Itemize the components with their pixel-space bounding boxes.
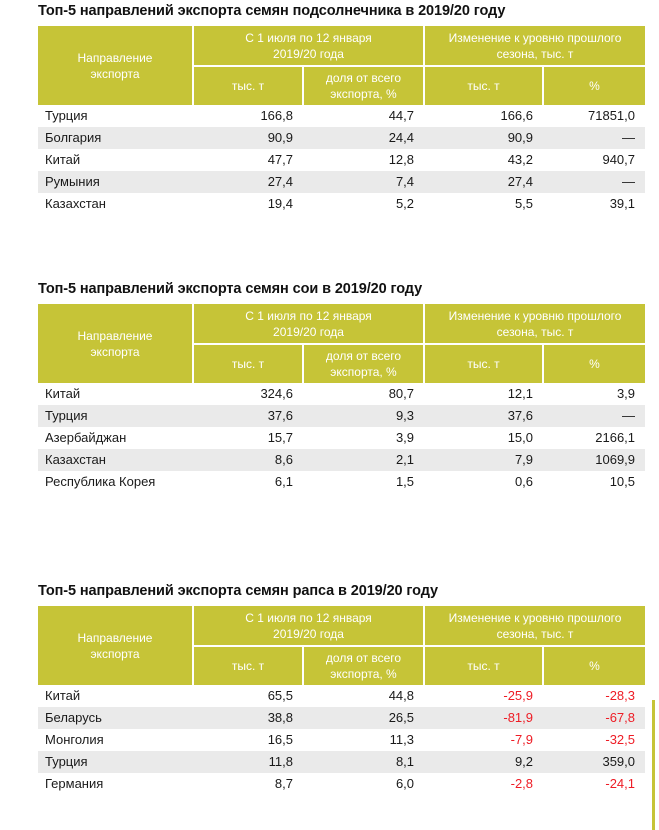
column-header-direction-line2: экспорта [90,66,140,81]
export-table [38,606,645,795]
column-header-share-line2: экспорта, % [330,667,397,681]
table-row [38,471,645,493]
column-group-header-change-line2: сезона, тыс. т [496,324,574,339]
table-body [38,105,645,215]
table-block-2 [38,583,645,795]
cell-change-volume: 90,9 [424,127,543,149]
cell-share: 80,7 [303,383,424,405]
column-header-change-volume: тыс. т [424,646,543,685]
table-row [38,171,645,193]
table-row [38,449,645,471]
column-header-direction-line2: экспорта [90,646,140,661]
cell-volume: 90,9 [193,127,303,149]
cell-change-percent: 10,5 [543,471,645,493]
cell-share: 6,0 [303,773,424,795]
column-header-share [303,66,424,105]
right-accent-rule [652,700,655,830]
cell-share: 5,2 [303,193,424,215]
cell-change-volume: 43,2 [424,149,543,171]
column-group-header-period-line1: С 1 июля по 12 января [245,308,372,323]
column-header-volume: тыс. т [193,646,303,685]
column-group-header-period-line1: С 1 июля по 12 января [245,30,372,45]
cell-change-volume: 166,6 [424,105,543,127]
cell-change-percent: 3,9 [543,383,645,405]
column-group-header-change [424,304,645,344]
cell-direction: Турция [38,105,193,127]
cell-change-volume: 7,9 [424,449,543,471]
column-header-volume: тыс. т [193,344,303,383]
column-header-share [303,646,424,685]
cell-share: 11,3 [303,729,424,751]
table-body [38,383,645,493]
page-title: Топ-5 направлений экспорта семян сои в 2019/20 году [38,281,423,297]
cell-volume: 47,7 [193,149,303,171]
column-header-direction [38,606,193,685]
cell-direction: Румыния [38,171,193,193]
column-header-share-line2: экспорта, % [330,87,397,101]
cell-change-percent: — [543,405,645,427]
table-row [38,383,645,405]
table-row [38,773,645,795]
cell-volume: 37,6 [193,405,303,427]
column-header-direction-line1: Направление [77,50,153,65]
column-group-header-change-line1: Изменение к уровню прошлого [448,610,622,625]
column-header-direction [38,304,193,383]
cell-direction: Китай [38,383,193,405]
cell-direction: Турция [38,405,193,427]
column-header-change-percent: % [543,66,645,105]
cell-direction: Казахстан [38,193,193,215]
cell-direction: Азербайджан [38,427,193,449]
table-row [38,427,645,449]
cell-change-volume: 12,1 [424,383,543,405]
cell-direction: Болгария [38,127,193,149]
cell-share: 24,4 [303,127,424,149]
column-header-volume: тыс. т [193,66,303,105]
table-row [38,149,645,171]
table-row [38,729,645,751]
cell-volume: 8,6 [193,449,303,471]
cell-volume: 8,7 [193,773,303,795]
cell-volume: 6,1 [193,471,303,493]
cell-share: 7,4 [303,171,424,193]
export-table [38,26,645,215]
column-header-direction-line1: Направление [77,328,153,343]
column-header-direction-line1: Направление [77,630,153,645]
column-group-header-change-line1: Изменение к уровню прошлого [448,30,622,45]
column-header-direction-line2: экспорта [90,344,140,359]
table-row [38,685,645,707]
cell-change-volume: -25,9 [424,685,543,707]
cell-change-percent: -28,3 [543,685,645,707]
cell-volume: 15,7 [193,427,303,449]
cell-volume: 166,8 [193,105,303,127]
cell-change-volume: 27,4 [424,171,543,193]
cell-change-volume: 15,0 [424,427,543,449]
cell-direction: Республика Корея [38,471,193,493]
cell-volume: 27,4 [193,171,303,193]
column-header-change-volume: тыс. т [424,66,543,105]
cell-share: 44,7 [303,105,424,127]
cell-direction: Китай [38,685,193,707]
cell-change-volume: 0,6 [424,471,543,493]
column-header-direction [38,26,193,105]
cell-share: 44,8 [303,685,424,707]
column-header-share-line1: доля от всего [325,349,402,363]
cell-direction: Германия [38,773,193,795]
table-header [38,606,645,685]
column-header-change-percent: % [543,344,645,383]
cell-change-percent: 1069,9 [543,449,645,471]
cell-change-percent: 39,1 [543,193,645,215]
export-table [38,304,645,493]
cell-direction: Турция [38,751,193,773]
column-group-header-period [193,304,424,344]
column-group-header-period-line2: 2019/20 года [273,46,344,61]
cell-change-percent: -24,1 [543,773,645,795]
column-group-header-period-line2: 2019/20 года [273,324,344,339]
column-header-change-percent: % [543,646,645,685]
table-block-1 [38,281,645,493]
cell-change-volume: -7,9 [424,729,543,751]
cell-change-percent: 940,7 [543,149,645,171]
cell-change-volume: 37,6 [424,405,543,427]
cell-share: 1,5 [303,471,424,493]
table-block-0 [38,3,645,215]
cell-change-volume: -81,9 [424,707,543,729]
cell-share: 12,8 [303,149,424,171]
table-row [38,127,645,149]
cell-direction: Китай [38,149,193,171]
cell-share: 26,5 [303,707,424,729]
cell-volume: 16,5 [193,729,303,751]
cell-change-percent: -32,5 [543,729,645,751]
table-header [38,304,645,383]
table-row [38,405,645,427]
cell-volume: 65,5 [193,685,303,707]
cell-share: 9,3 [303,405,424,427]
page-title: Топ-5 направлений экспорта семян рапса в 2019/20 году [38,583,438,599]
column-group-header-change [424,26,645,66]
column-group-header-change-line2: сезона, тыс. т [496,46,574,61]
table-row [38,105,645,127]
column-header-change-volume: тыс. т [424,344,543,383]
column-header-share-line1: доля от всего [325,71,402,85]
cell-volume: 324,6 [193,383,303,405]
column-group-header-period-line2: 2019/20 года [273,626,344,641]
cell-change-volume: -2,8 [424,773,543,795]
column-header-share [303,344,424,383]
cell-volume: 11,8 [193,751,303,773]
column-group-header-period [193,606,424,646]
table-body [38,685,645,795]
page-title: Топ-5 направлений экспорта семян подсолнечника в 2019/20 году [38,3,506,19]
column-group-header-change [424,606,645,646]
column-group-header-period-line1: С 1 июля по 12 января [245,610,372,625]
column-group-header-change-line1: Изменение к уровню прошлого [448,308,622,323]
column-header-share-line1: доля от всего [325,651,402,665]
cell-change-volume: 9,2 [424,751,543,773]
cell-change-volume: 5,5 [424,193,543,215]
cell-change-percent: 71851,0 [543,105,645,127]
table-row [38,193,645,215]
column-group-header-period [193,26,424,66]
cell-change-percent: — [543,127,645,149]
cell-share: 2,1 [303,449,424,471]
cell-direction: Казахстан [38,449,193,471]
column-group-header-change-line2: сезона, тыс. т [496,626,574,641]
cell-direction: Беларусь [38,707,193,729]
cell-share: 8,1 [303,751,424,773]
table-row [38,707,645,729]
cell-change-percent: — [543,171,645,193]
cell-change-percent: -67,8 [543,707,645,729]
cell-change-percent: 359,0 [543,751,645,773]
cell-volume: 19,4 [193,193,303,215]
cell-direction: Монголия [38,729,193,751]
cell-share: 3,9 [303,427,424,449]
table-header [38,26,645,105]
column-header-share-line2: экспорта, % [330,365,397,379]
cell-change-percent: 2166,1 [543,427,645,449]
cell-volume: 38,8 [193,707,303,729]
table-row [38,751,645,773]
